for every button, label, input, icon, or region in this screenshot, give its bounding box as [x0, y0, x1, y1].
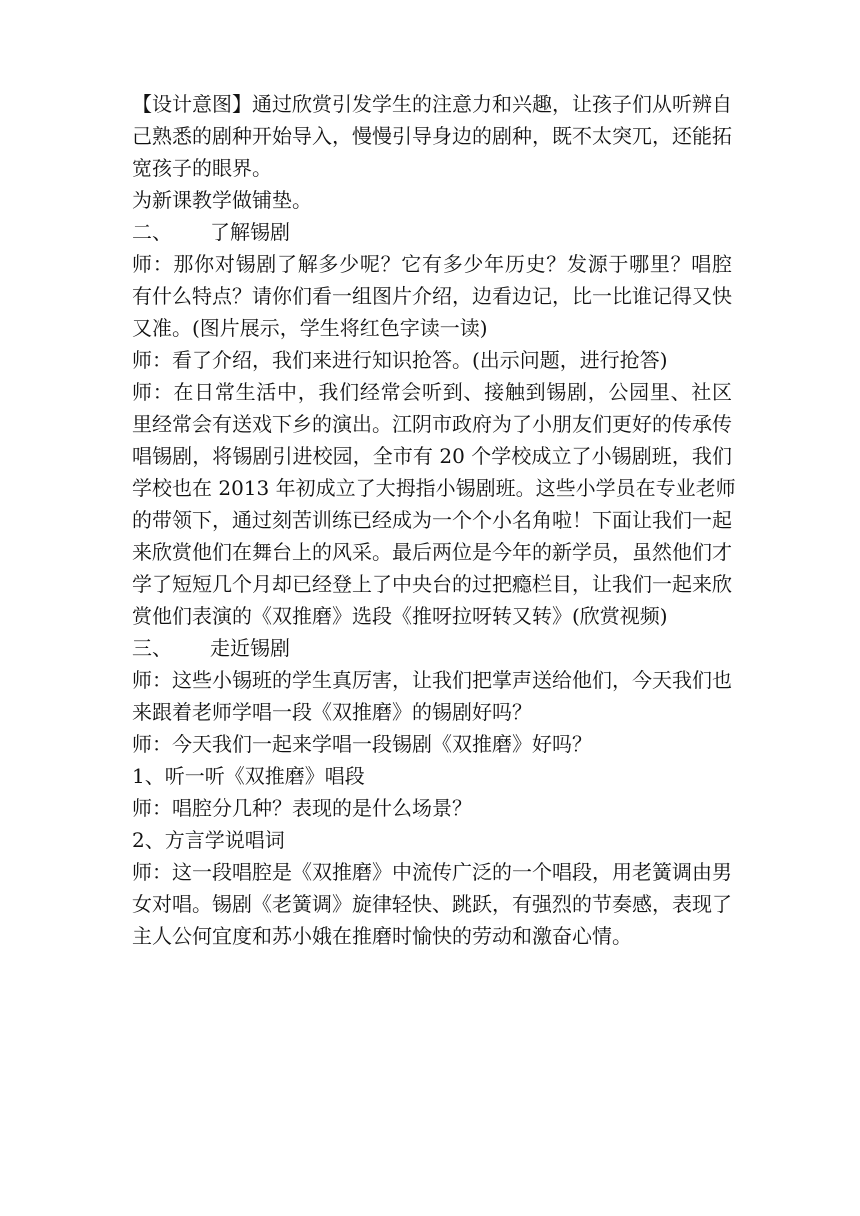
section-number: 三、: [132, 636, 172, 660]
paragraph-line: 赏他们表演的《双推磨》选段《推呀拉呀转又转》(欣赏视频): [132, 604, 668, 628]
paragraph-line: 师：这些小锡班的学生真厉害，让我们把掌声送给他们，今天我们也: [132, 668, 732, 692]
list-item: 2、方言学说唱词: [132, 828, 285, 852]
paragraph-line: 来欣赏他们在舞台上的风采。最后两位是今年的新学员，虽然他们才: [132, 540, 732, 564]
paragraph-line: 师：今天我们一起来学唱一段锡剧《双推磨》好吗？: [132, 732, 592, 756]
paragraph-line: 女对唱。锡剧《老簧调》旋律轻快、跳跃，有强烈的节奏感，表现了: [132, 892, 732, 916]
paragraph-line: 师：那你对锡剧了解多少呢？它有多少年历史？发源于哪里？唱腔: [132, 252, 732, 276]
section-heading-two: [132, 216, 732, 248]
document-page: [132, 88, 736, 952]
section-title: 走近锡剧: [210, 636, 290, 660]
section-number: 二、: [132, 220, 172, 244]
section-title: 了解锡剧: [210, 220, 290, 244]
paragraph-line: 师：唱腔分几种？表现的是什么场景？: [132, 796, 472, 820]
paragraph-line: 己熟悉的剧种开始导入，慢慢引导身边的剧种，既不太突兀，还能拓: [132, 124, 732, 148]
paragraph-line: 学校也在 2013 年初成立了大拇指小锡剧班。这些小学员在专业老师: [132, 476, 736, 500]
paragraph-line: 师：在日常生活中，我们经常会听到、接触到锡剧，公园里、社区: [132, 380, 732, 404]
paragraph-line: 的带领下，通过刻苦训练已经成为一个个小名角啦！下面让我们一起: [132, 508, 732, 532]
paragraph-line: 又准。(图片展示，学生将红色字读一读): [132, 316, 488, 340]
paragraph-line: 师：这一段唱腔是《双推磨》中流传广泛的一个唱段，用老簧调由男: [132, 860, 732, 884]
paragraph-line: 主人公何宜度和苏小娥在推磨时愉快的劳动和激奋心情。: [132, 924, 632, 948]
paragraph-line: 学了短短几个月却已经登上了中央台的过把瘾栏目，让我们一起来欣: [132, 572, 732, 596]
paragraph-line: 师：看了介绍，我们来进行知识抢答。(出示问题，进行抢答): [132, 348, 668, 372]
paragraph-line: 来跟着老师学唱一段《双推磨》的锡剧好吗？: [132, 700, 532, 724]
paragraph-line: 里经常会有送戏下乡的演出。江阴市政府为了小朋友们更好的传承传: [132, 412, 732, 436]
paragraph-line: 有什么特点？请你们看一组图片介绍，边看边记，比一比谁记得又快: [132, 284, 732, 308]
section-heading-three: [132, 632, 732, 664]
paragraph-line: 【设计意图】通过欣赏引发学生的注意力和兴趣，让孩子们从听辨自: [132, 92, 732, 116]
list-item: 1、听一听《双推磨》唱段: [132, 764, 365, 788]
paragraph-line: 唱锡剧，将锡剧引进校园，全市有 20 个学校成立了小锡剧班，我们: [132, 444, 732, 468]
paragraph-line: 为新课教学做铺垫。: [132, 188, 312, 212]
paragraph-line: 宽孩子的眼界。: [132, 156, 272, 180]
